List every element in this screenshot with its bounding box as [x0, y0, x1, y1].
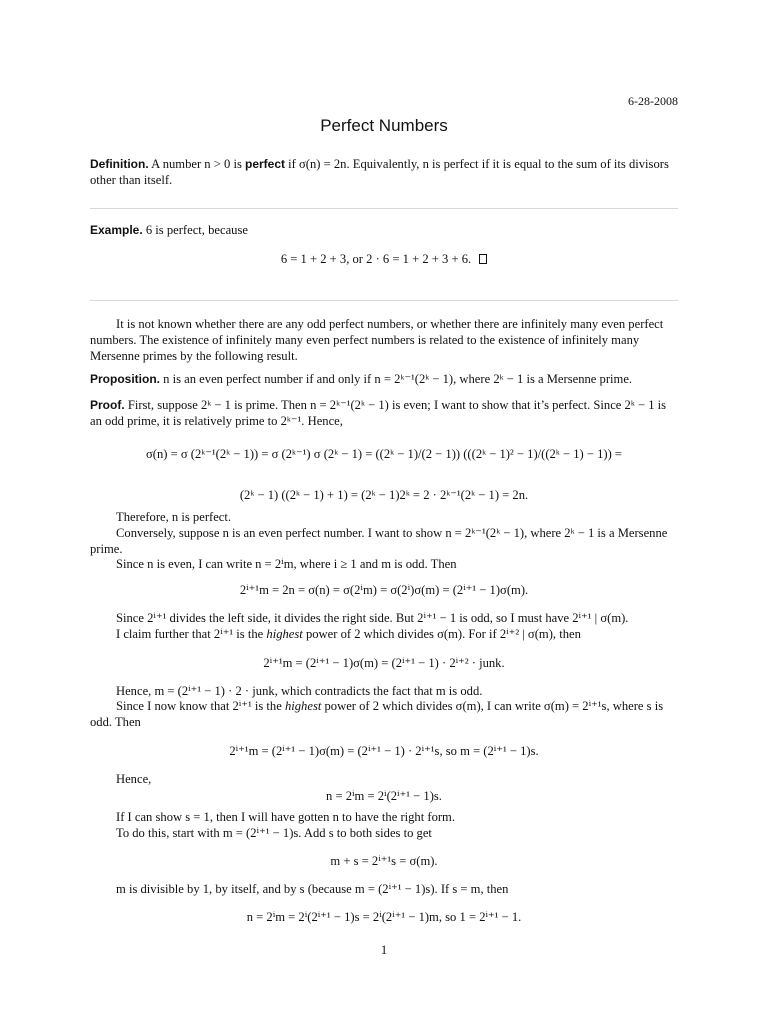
proof-paragraph-3: Conversely, suppose n is an even perfect number. I want to show n = 2ᵏ⁻¹(2ᵏ − 1), where 2ᵏ − 1 is a Mersenne prime. [90, 526, 668, 556]
divider-bottom [90, 300, 678, 301]
proof-equation-5: 2ⁱ⁺¹m = (2ⁱ⁺¹ − 1)σ(m) = (2ⁱ⁺¹ − 1) · 2ⁱ⁺¹s, so m = (2ⁱ⁺¹ − 1)s. [229, 744, 539, 758]
page-number: 1 [380, 943, 388, 957]
example-block [90, 222, 678, 238]
emphasis-highest-2: highest [284, 699, 322, 713]
example-text: 6 is perfect, because [145, 223, 248, 237]
proposition-block [90, 371, 678, 387]
page-title: Perfect Numbers [320, 116, 448, 135]
qed-box-icon [479, 254, 487, 264]
divider-top [90, 208, 678, 209]
proof-equation-8: n = 2ⁱm = 2ⁱ(2ⁱ⁺¹ − 1)s = 2ⁱ(2ⁱ⁺¹ − 1)m, so 1 = 2ⁱ⁺¹ − 1. [246, 910, 522, 924]
proof-paragraph-8 [90, 698, 678, 730]
proof-paragraph-2: Therefore, n is perfect. [116, 510, 232, 524]
proof-paragraph-10: If I can show s = 1, then I will have gotten n to have the right form. [116, 810, 456, 824]
proof-paragraph-5: Since 2ⁱ⁺¹ divides the left side, it divides the right side. But 2ⁱ⁺¹ − 1 is odd, so I must have 2ⁱ⁺¹ | σ(m). [116, 611, 629, 625]
intro-paragraph: It is not known whether there are any odd perfect numbers, or whether there are infinitely many even perfect numbers. The existence of infinitely many even perfect numbers is related to the existence of infinitely many Mersenne primes by the following result. [90, 317, 664, 363]
proof-equation-3: 2ⁱ⁺¹m = 2n = σ(n) = σ(2ⁱm) = σ(2ⁱ)σ(m) = (2ⁱ⁺¹ − 1)σ(m). [239, 583, 529, 597]
proof-text-1: First, suppose 2ᵏ − 1 is prime. Then n = 2ᵏ⁻¹(2ᵏ − 1) is even; I want to show that it’s perfect. Since 2ᵏ − 1 is an odd prime, it is relatively prime to 2ᵏ⁻¹. Hence, [90, 398, 667, 428]
example-equation: 6 = 1 + 2 + 3, or 2 · 6 = 1 + 2 + 3 + 6. [280, 252, 472, 266]
proof-paragraph-12: m is divisible by 1, by itself, and by s (because m = (2ⁱ⁺¹ − 1)s). If s = m, then [116, 882, 509, 896]
proof-paragraph-7: Hence, m = (2ⁱ⁺¹ − 1) · 2 · junk, which contradicts the fact that m is odd. [116, 684, 483, 698]
proof-equation-7: m + s = 2ⁱ⁺¹s = σ(m). [330, 854, 438, 868]
proposition-text: n is an even perfect number if and only if n = 2ᵏ⁻¹(2ᵏ − 1), where 2ᵏ − 1 is a Mersenne prime. [163, 372, 633, 386]
definition-text-a: A number n > 0 is [151, 157, 245, 171]
proof-text-6b: power of 2 which divides σ(m). For if 2ⁱ⁺² | σ(m), then [302, 627, 581, 641]
proposition-label: Proposition. [90, 372, 160, 386]
proof-text-8a: Since I now know that 2ⁱ⁺¹ is the [116, 699, 285, 713]
proof-equation-2: (2ᵏ − 1) ((2ᵏ − 1) + 1) = (2ᵏ − 1)2ᵏ = 2 · 2ᵏ⁻¹(2ᵏ − 1) = 2n. [239, 488, 529, 502]
proof-text-8b: power of 2 which divides σ(m), I can write σ(m) = 2ⁱ⁺¹s, where s is odd. Then [90, 699, 664, 729]
proof-equation-4: 2ⁱ⁺¹m = (2ⁱ⁺¹ − 1)σ(m) = (2ⁱ⁺¹ − 1) · 2ⁱ⁺² · junk. [263, 656, 505, 670]
proof-paragraph-1 [90, 397, 678, 429]
proof-paragraph-11: To do this, start with m = (2ⁱ⁺¹ − 1)s. Add s to both sides to get [116, 826, 432, 840]
proof-paragraph-9: Hence, [116, 772, 152, 786]
page [90, 0, 678, 1024]
proof-equation-6: n = 2ⁱm = 2ⁱ(2ⁱ⁺¹ − 1)s. [326, 789, 442, 803]
definition-label: Definition. [90, 157, 149, 171]
proof-paragraph-4: Since n is even, I can write n = 2ⁱm, where i ≥ 1 and m is odd. Then [116, 557, 457, 571]
definition-term: perfect [245, 157, 286, 171]
proof-label: Proof. [90, 398, 125, 412]
definition-block [90, 156, 678, 188]
definition-text-b: if σ(n) = 2n. Equivalently, n is perfect if it is equal to the sum of its divisors other than itself. [90, 157, 669, 187]
example-label: Example. [90, 223, 143, 237]
proof-paragraph-6 [90, 626, 678, 642]
example-equation-row [90, 251, 678, 267]
document-date: 6-28-2008 [628, 94, 678, 108]
proof-text-6a: I claim further that 2ⁱ⁺¹ is the [116, 627, 267, 641]
proof-equation-1: σ(n) = σ (2ᵏ⁻¹(2ᵏ − 1)) = σ (2ᵏ⁻¹) σ (2ᵏ − 1) = ((2ᵏ − 1)/(2 − 1)) (((2ᵏ − 1)² − 1)/((2ᵏ − 1) − 1)) = [145, 447, 623, 461]
emphasis-highest: highest [266, 627, 303, 641]
